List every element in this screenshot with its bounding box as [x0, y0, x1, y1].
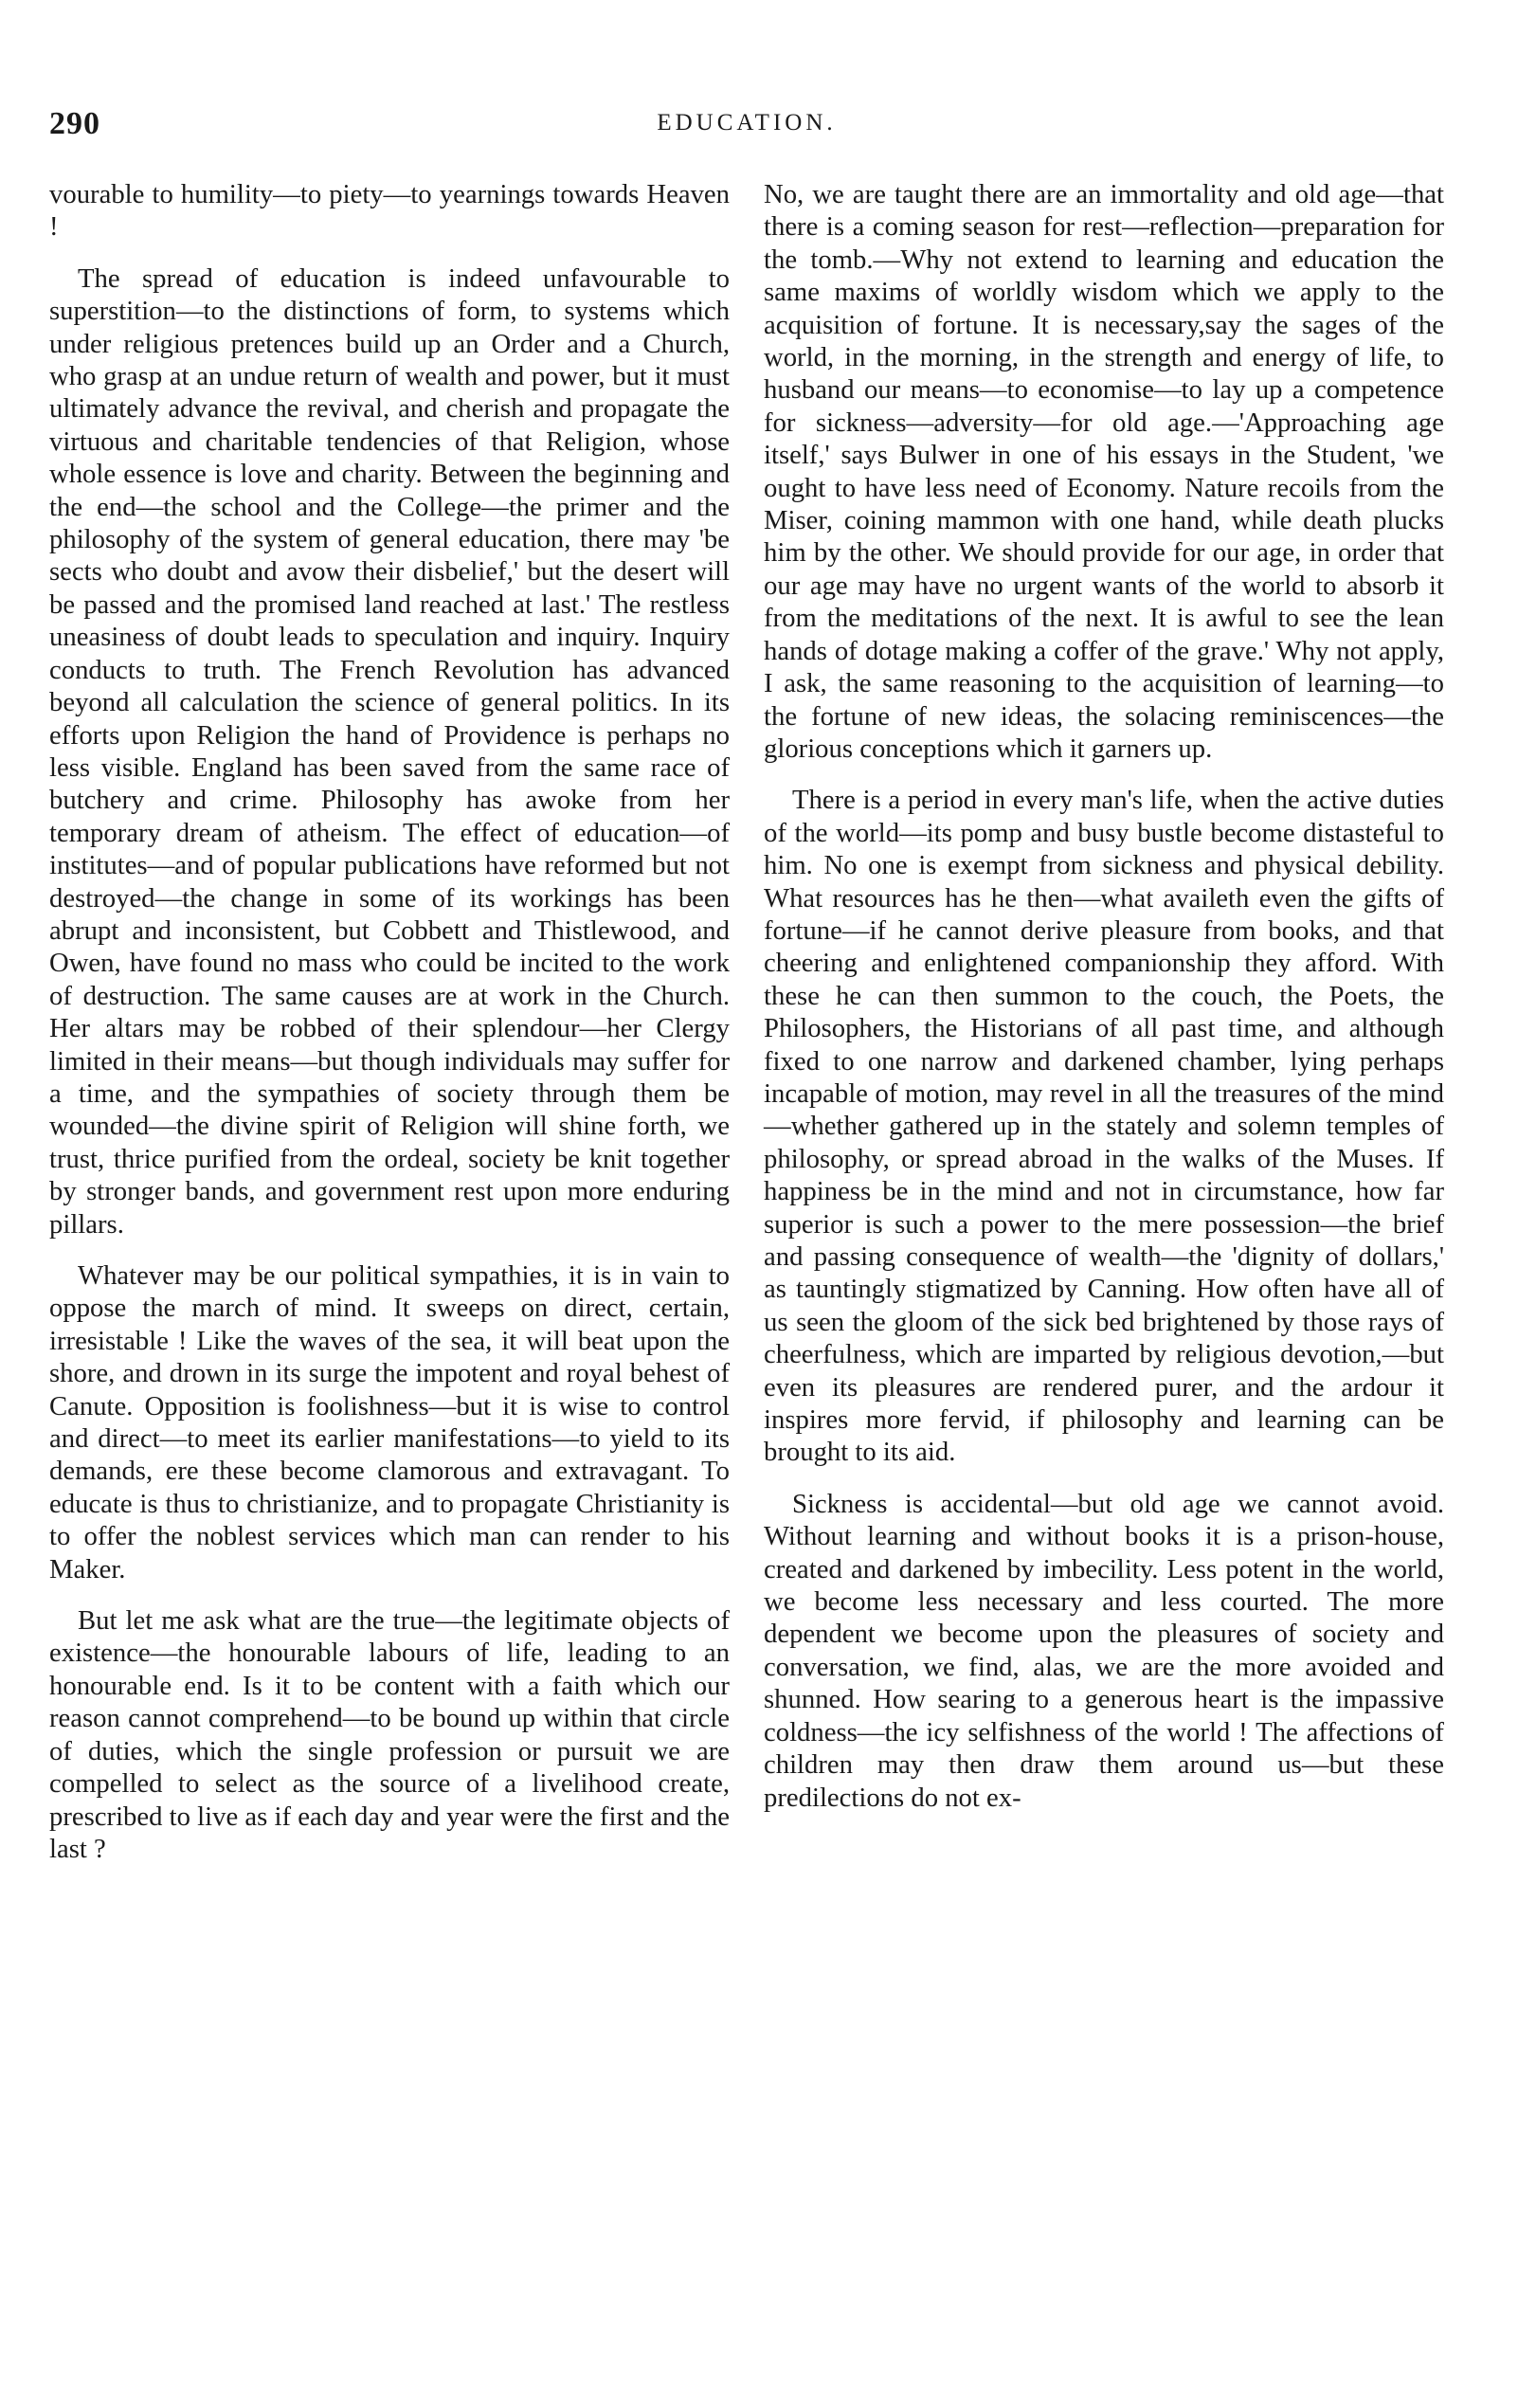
paragraph: But let me ask what are the true—the legitimate objects of existence—the honourable labours of life, leading to an honourable end. Is it to be content with a faith which our reason cannot comprehend—to be bound up within that circle of duties, which the single profession or pursuit we are compelled to select as the source of a livelihood create, prescribed to live as if each day and year were the first and the last ?	[49, 1605, 730, 1864]
right-column	[764, 178, 1444, 1884]
paragraph: Sickness is accidental—but old age we cannot avoid. Without learning and without books it is a prison-house, created and darkened by imbecility. Less potent in the world, we become less necessary and less courted. The more dependent we become upon the pleasures of society and conversation, we find, alas, we are the more avoided and shunned. How searing to a generous heart is the impassive coldness—the icy selfishness of the world ! The affections of children may then draw them around us—but these predilections do not ex-	[764, 1488, 1444, 1813]
page-header	[49, 106, 1444, 163]
left-column	[49, 178, 730, 1884]
page	[49, 106, 1444, 2381]
page-number: 290	[49, 106, 100, 141]
running-head: EDUCATION.	[657, 110, 837, 136]
paragraph: There is a period in every man's life, when the active duties of the world—its pomp and busy bustle become distasteful to him. No one is exempt from sickness and physical debility. What resources has he then—what availeth even the gifts of fortune—if he cannot derive pleasure from books, and that cheering and enlightened companionship they afford. With these he can then summon to the couch, the Poets, the Philosophers, the Historians of all past time, and although fixed to one narrow and darkened chamber, lying perhaps incapable of motion, may revel in all the treasures of the mind—whether gathered up in the stately and solemn temples of philosophy, or spread abroad in the walks of the Muses. If happiness be in the mind and not in circumstance, how far superior is such a power to the mere possession—the brief and passing consequence of wealth—the 'dignity of dollars,' as tauntingly stigmatized by Canning. How often have all of us seen the gloom of the sick bed brightened by those rays of cheerfulness, which are imparted by religious devotion,—but even its pleasures are rendered purer, and the ardour it inspires more fervid, if philosophy and learning can be brought to its aid.	[764, 785, 1444, 1468]
paragraph: The spread of education is indeed unfavourable to superstition—to the distinctions of form, to systems which under religious pretences build up an Order and a Church, who grasp at an undue return of wealth and power, but it must ultimately advance the revival, and cherish and propagate the virtuous and charitable tendencies of that Religion, whose whole essence is love and charity. Between the beginning and the end—the school and the College—the primer and the philosophy of the system of general education, there may 'be sects who doubt and avow their disbelief,' but the desert will be passed and the promised land reached at last.' The restless uneasiness of doubt leads to speculation and inquiry. Inquiry conducts to truth. The French Revolution has advanced beyond all calculation the science of general politics. In its efforts upon Religion the hand of Providence is perhaps no less visible. England has been saved from the same race of butchery and crime. Philosophy has awoke from her temporary dream of atheism. The effect of education—of institutes—and of popular publications have reformed but not destroyed—the change in some of its workings has been abrupt and inconsistent, but Cobbett and Thistlewood, and Owen, have found no mass who could be incited to the work of destruction. The same causes are at work in the Church. Her altars may be robbed of their splendour—her Clergy limited in their means—but though individuals may suffer for a time, and the sympathies of society through them be wounded—the divine spirit of Religion will shine forth, we trust, thrice purified from the ordeal, society be knit together by stronger bands, and government rest upon more enduring pillars.	[49, 263, 730, 1240]
paragraph: vourable to humility—to piety—to yearnings towards Heaven !	[49, 179, 730, 243]
paragraph: No, we are taught there are an immortality and old age—that there is a coming season for rest—reflection—preparation for the tomb.—Why not extend to learning and education the same maxims of worldly wisdom which we apply to the acquisition of fortune. It is necessary,say the sages of the world, in the morning, in the strength and energy of life, to husband our means—to economise—to lay up a competence for sickness—adversity—for old age.—'Approaching age itself,' says Bulwer in one of his essays in the Student, 'we ought to have less need of Economy. Nature recoils from the Miser, coining mammon with one hand, while death plucks him by the other. We should provide for our age, in order that our age may have no urgent wants of the world to absorb it from the meditations of the next. It is awful to see the lean hands of dotage making a coffer of the grave.' Why not apply, I ask, the same reasoning to the acquisition of learning—to the fortune of new ideas, the solacing reminiscences—the glorious conceptions which it garners up.	[764, 179, 1444, 764]
paragraph: Whatever may be our political sympathies, it is in vain to oppose the march of mind. It sweeps on direct, certain, irresistable ! Like the waves of the sea, it will beat upon the shore, and drown in its surge the impotent and royal behest of Canute. Opposition is foolishness—but it is wise to control and direct—to meet its earlier manifestations—to yield to its demands, ere these become clamorous and extravagant. To educate is thus to christianize, and to propagate Christianity is to offer the noblest services which man can render to his Maker.	[49, 1260, 730, 1584]
text-columns	[49, 178, 1444, 1884]
